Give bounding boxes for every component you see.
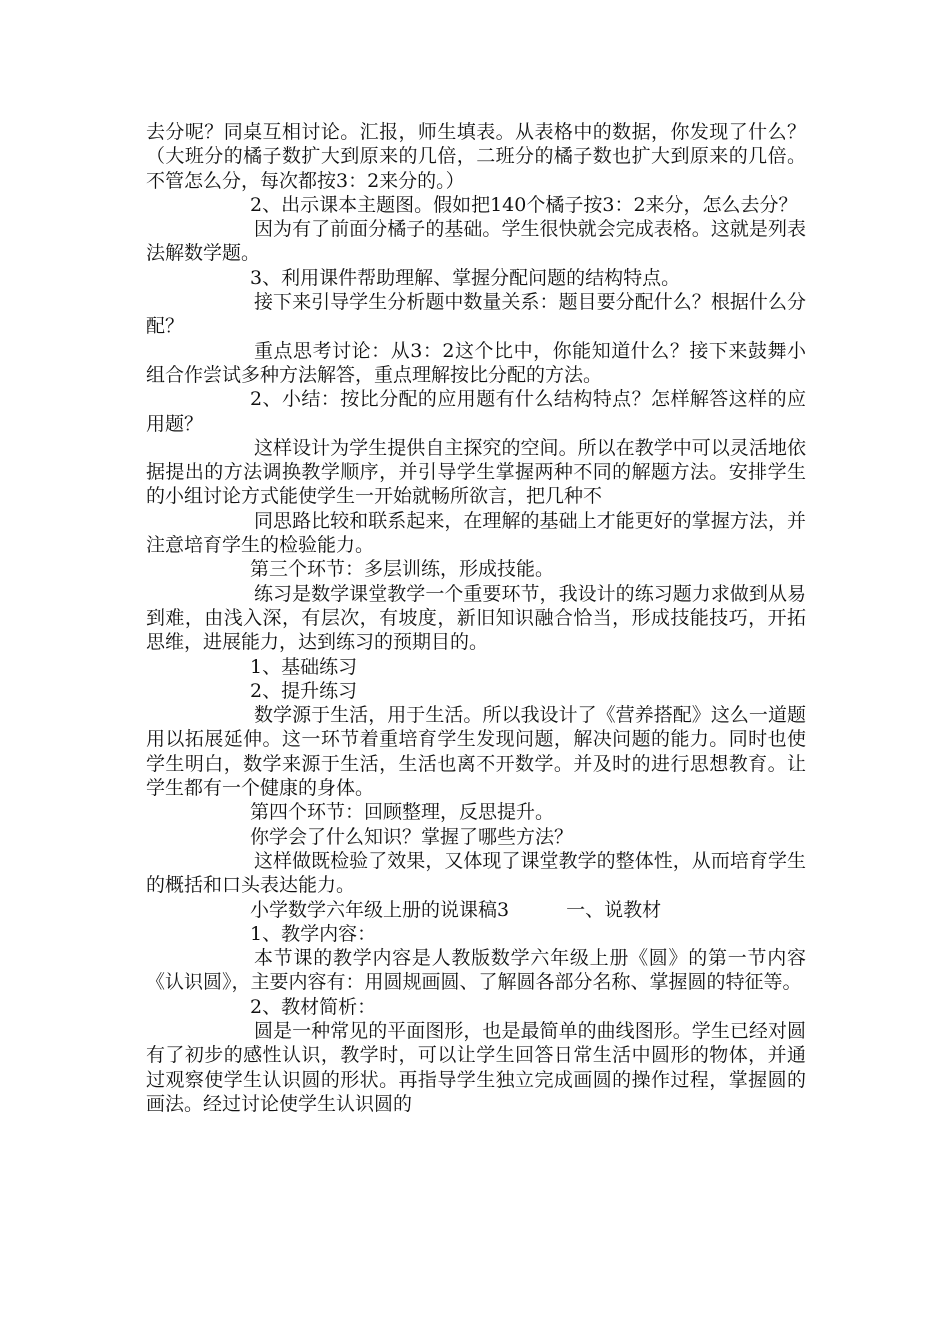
paragraph: 这样做既检验了效果，又体现了课堂教学的整体性，从而培育学生的概括和口头表达能力。 xyxy=(146,849,806,897)
section-heading: 第三个环节：多层训练，形成技能。 xyxy=(250,558,555,581)
list-item: 1、基础练习 xyxy=(250,655,358,678)
paragraph: 练习是数学课堂教学一个重要环节，我设计的练习题力求做到从易到难，由浅入深，有层次，有坡度，新旧知识融合恰当，形成技能技巧，开拓思维，进展能力，达到练习的预期目的。 xyxy=(146,582,806,654)
paragraph: 你学会了什么知识？掌握了哪些方法？ xyxy=(250,825,574,848)
paragraph: 这样设计为学生提供自主探究的空间。所以在教学中可以灵活地依据提出的方法调换教学顺序，并引导学生掌握两种不同的解题方法。安排学生的小组讨论方式能使学生一开始就畅所欲言，把几种不 xyxy=(146,436,806,508)
paragraph: 3、利用课件帮助理解、掌握分配问题的结构特点。 xyxy=(250,266,681,289)
section-heading: 小学数学六年级上册的说课稿3 一、说教材 xyxy=(250,898,662,921)
section-heading: 第四个环节：回顾整理，反思提升。 xyxy=(250,801,555,824)
subheading: 1、教学内容： xyxy=(250,922,377,945)
paragraph: 2、出示课本主题图。假如把140个橘子按3：2来分，怎么去分？ xyxy=(250,193,798,216)
list-item: 2、提升练习 xyxy=(250,679,358,702)
subheading: 2、教材简析： xyxy=(250,995,377,1018)
paragraph: 2、小结：按比分配的应用题有什么结构特点？怎样解答这样的应用题？ xyxy=(146,388,806,435)
paragraph: 同思路比较和联系起来，在理解的基础上才能更好的掌握方法，并注意培育学生的检验能力。 xyxy=(146,509,806,557)
paragraph: 接下来引导学生分析题中数量关系：题目要分配什么？根据什么分配？ xyxy=(146,291,806,338)
paragraph: 圆是一种常见的平面图形，也是最简单的曲线图形。学生已经对圆有了初步的感性认识，教学时，可以让学生回答日常生活中圆形的物体，并通过观察使学生认识圆的形状。再指导学生独立完成画圆的操作过程，掌握圆的画法。经过讨论使学生认识圆的 xyxy=(146,1019,806,1115)
paragraph: 本节课的教学内容是人教版数学六年级上册《圆》的第一节内容《认识圆》，主要内容有：用圆规画圆、了解圆各部分名称、掌握圆的特征等。 xyxy=(146,947,806,994)
paragraph: 数学源于生活，用于生活。所以我设计了《营养搭配》这么一道题用以拓展延伸。这一环节着重培育学生发现问题，解决问题的能力。同时也使学生明白，数学来源于生活，生活也离不开数学。并及时的进行思想教育。让学生都有一个健康的身体。 xyxy=(146,704,806,800)
paragraph: 因为有了前面分橘子的基础。学生很快就会完成表格。这就是列表法解数学题。 xyxy=(146,218,806,265)
paragraph: 重点思考讨论：从3：2这个比中，你能知道什么？接下来鼓舞小组合作尝试多种方法解答，重点理解按比分配的方法。 xyxy=(146,339,806,386)
paragraph: 去分呢？同桌互相讨论。汇报，师生填表。从表格中的数据，你发现了什么？（大班分的橘子数扩大到原来的几倍，二班分的橘子数也扩大到原来的几倍。不管怎么分，每次都按3：2来分的。） xyxy=(146,121,806,192)
document-body xyxy=(146,120,806,1116)
